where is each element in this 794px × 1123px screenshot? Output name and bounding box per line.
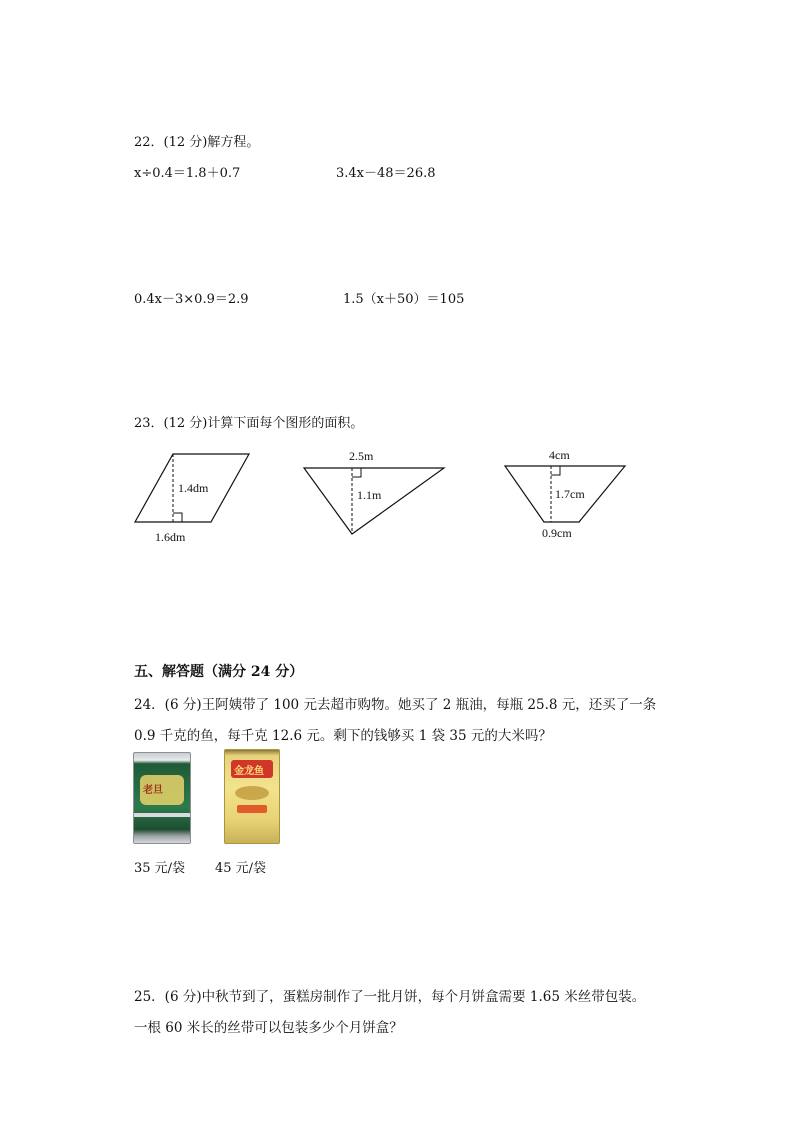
right-angle-mark: [173, 513, 182, 522]
right-angle-mark: [551, 466, 560, 475]
rice-bag-brand-text: 金龙鱼: [234, 766, 264, 777]
q24-line-2: 0.9 千克的鱼，每千克 12.6 元。剩下的钱够买 1 袋 35 元的大米吗？: [134, 728, 552, 744]
equation-2: 3.4x－48＝26.8: [336, 166, 436, 181]
q25-line-2: 一根 60 米长的丝带可以包装多少个月饼盒？: [134, 1020, 403, 1036]
parallelogram-base-label: 1.6dm: [155, 530, 186, 544]
rice-bag-brand-text: 老旦: [143, 785, 163, 796]
q22-title: 22．(12 分)解方程。: [134, 135, 260, 150]
rice-bag-fish-graphic: [235, 786, 269, 800]
equation-3: 0.4x－3×0.9＝2.9: [134, 292, 249, 307]
section-title: 五、解答题（满分 24 分）: [134, 664, 304, 680]
rice-bag-stripe: [134, 813, 190, 817]
rice1-price: 35 元/袋: [134, 861, 186, 876]
rice-bag-tag: [237, 805, 267, 813]
triangle-base-label: 2.5m: [349, 449, 374, 463]
equation-4: 1.5（x＋50）＝105: [343, 292, 465, 307]
triangle-figure: [300, 460, 450, 550]
parallelogram-height-label: 1.4dm: [178, 481, 209, 495]
triangle-height-label: 1.1m: [357, 488, 382, 502]
rice2-price: 45 元/袋: [215, 861, 267, 876]
parallelogram-figure: [130, 450, 270, 550]
trapezoid-top-label: 4cm: [549, 448, 570, 462]
q23-title: 23．(12 分)计算下面每个图形的面积。: [134, 416, 364, 431]
rice-bag-laodan-image: [133, 752, 191, 844]
trapezoid-height-label: 1.7cm: [555, 487, 585, 501]
rice-bag-jinlongyu-image: [224, 749, 280, 844]
right-angle-mark: [352, 468, 361, 477]
trapezoid-bottom-label: 0.9cm: [542, 526, 572, 540]
equation-1: x÷0.4＝1.8＋0.7: [134, 166, 241, 181]
q24-line-1: 24．(6 分)王阿姨带了 100 元去超市购物。她买了 2 瓶油，每瓶 25.8 元，还买了一条: [134, 697, 657, 713]
q25-line-1: 25．(6 分)中秋节到了，蛋糕房制作了一批月饼，每个月饼盒需要 1.65 米丝带包装。: [134, 989, 646, 1005]
